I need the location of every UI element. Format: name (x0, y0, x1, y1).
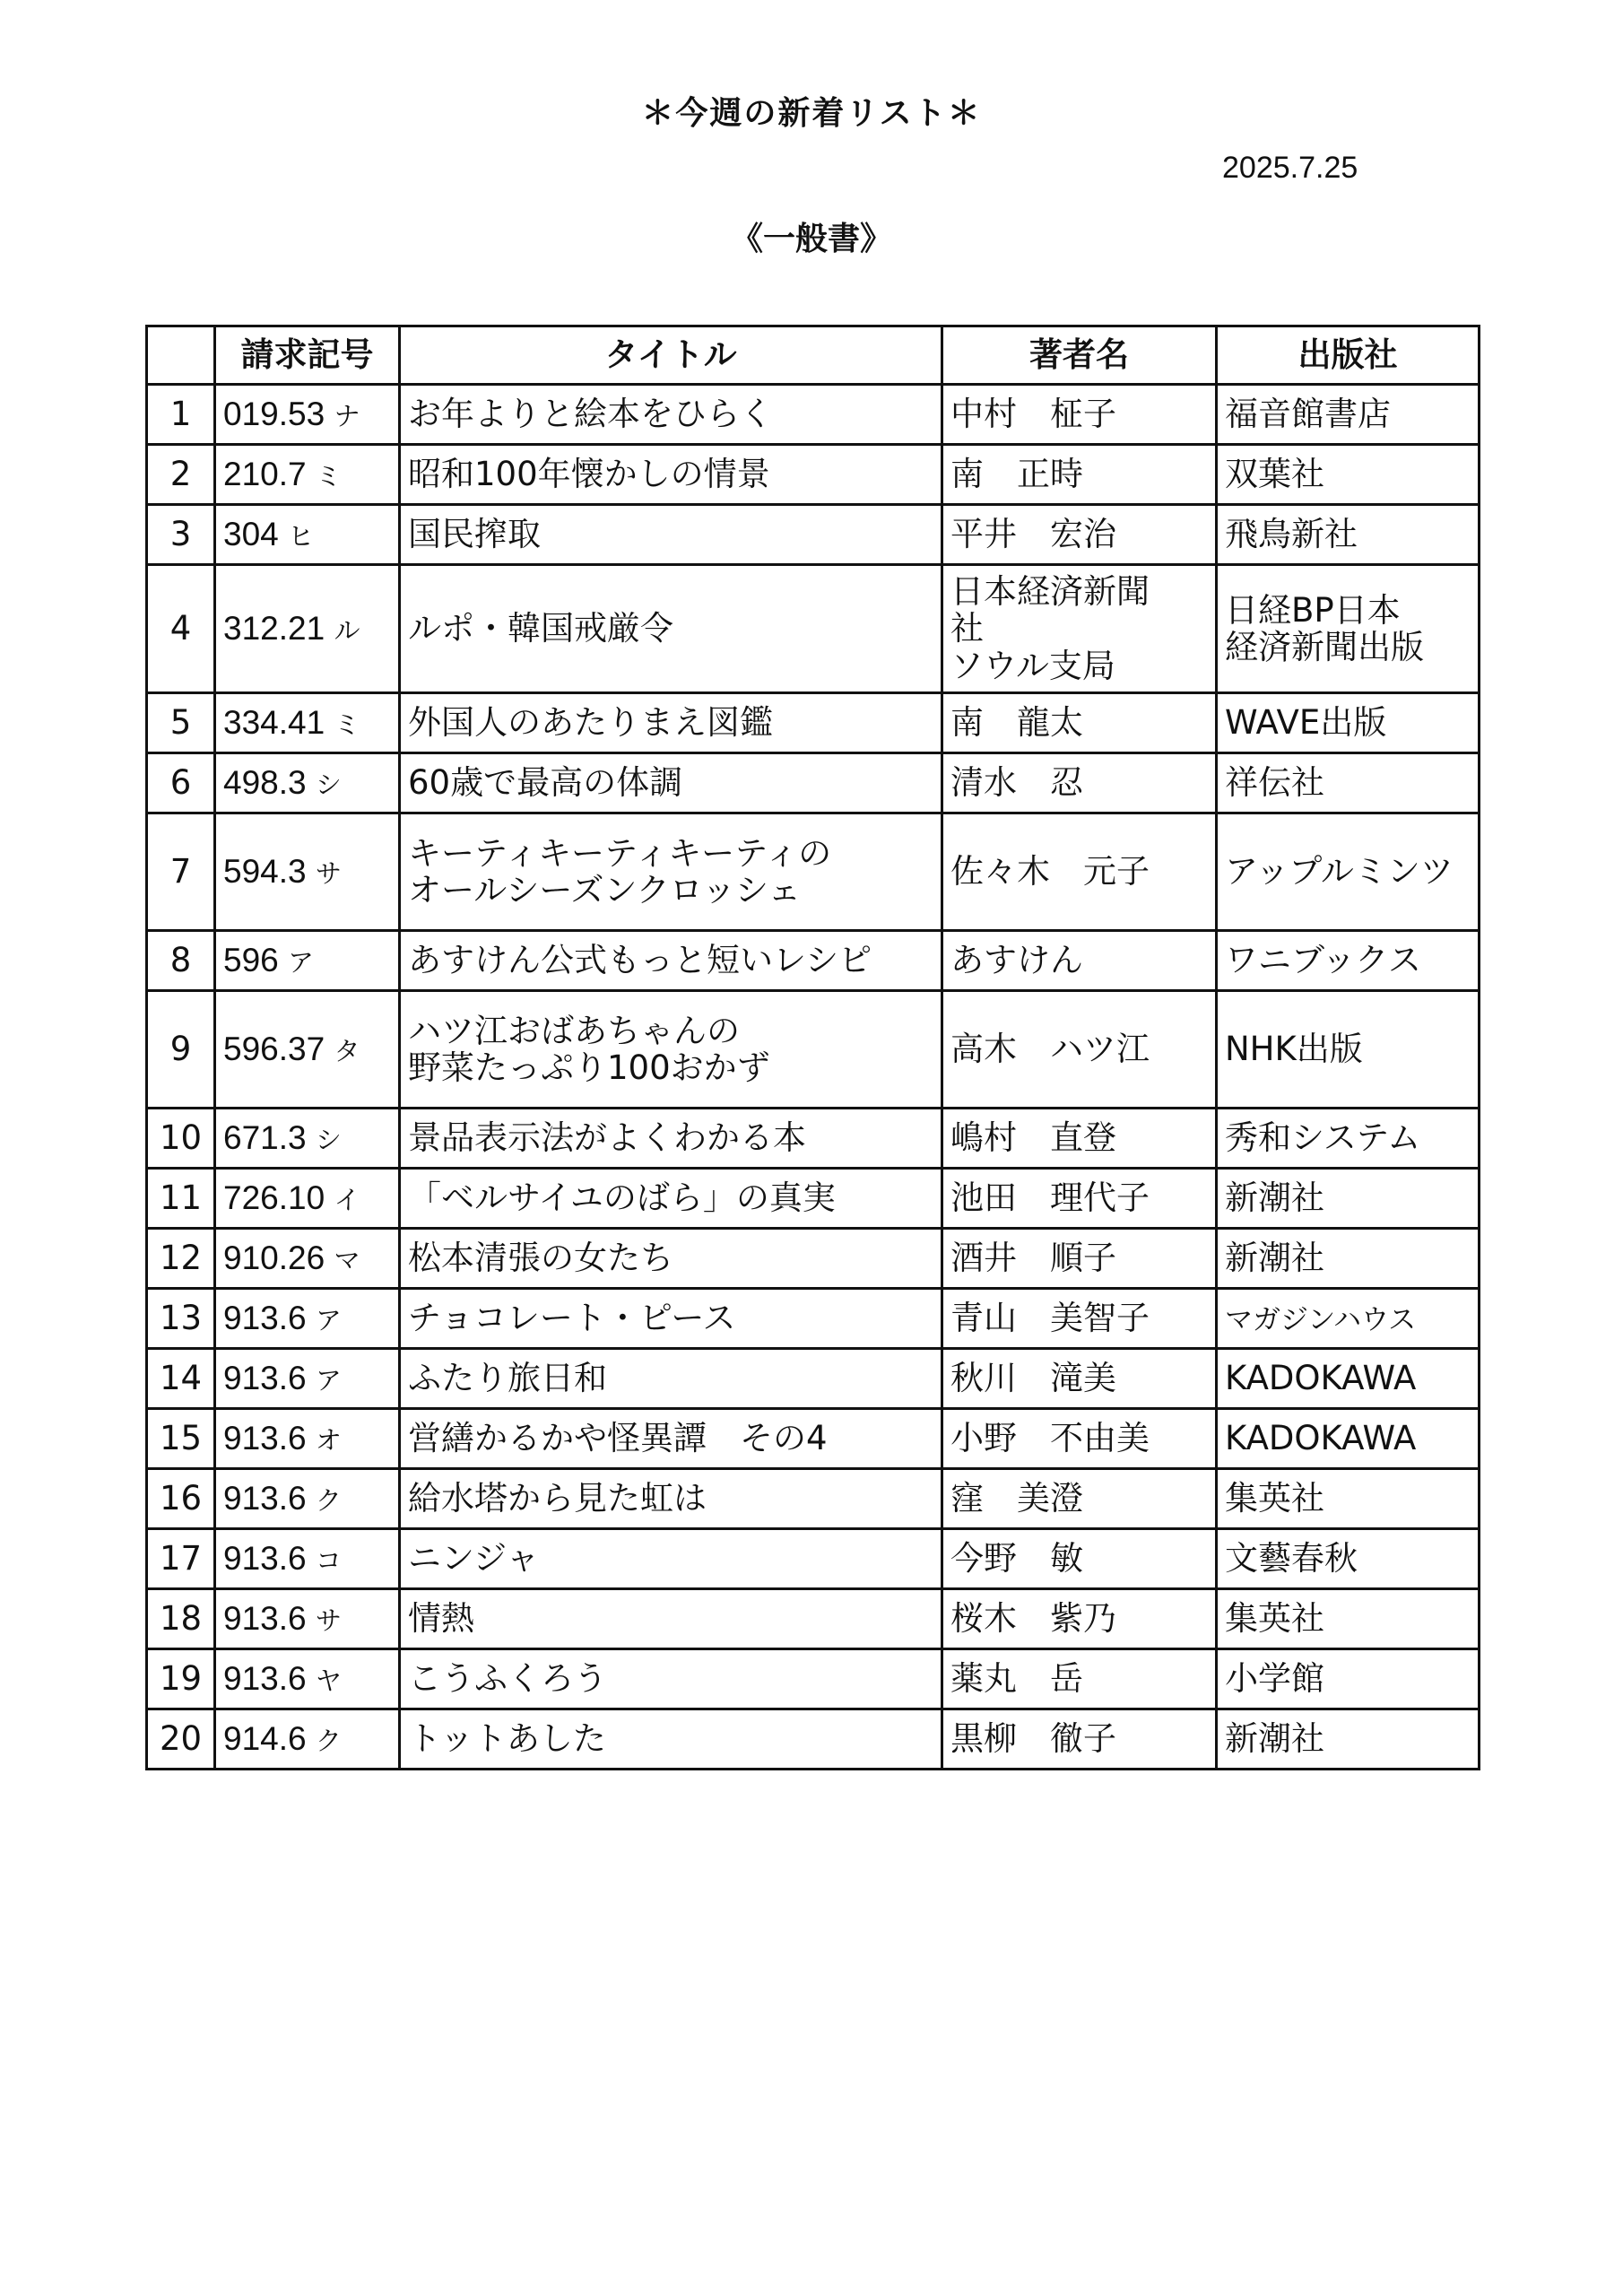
row-number-cell (147, 1349, 215, 1409)
header-row (147, 326, 1480, 385)
publisher-name: NHK出版 (1225, 1030, 1363, 1069)
publisher-cell (1217, 1349, 1480, 1409)
book-title: お年よりと絵本をひらく (408, 395, 773, 434)
row-number-cell (147, 385, 215, 445)
book-title: 給水塔から見た虹は (408, 1479, 707, 1518)
author-name: 桜木 紫乃 (950, 1599, 1116, 1639)
title-cell (400, 753, 942, 813)
call-number-cell (215, 1589, 400, 1649)
publisher-cell (1217, 1409, 1480, 1469)
page-title: ＊今週の新着リスト＊ (641, 95, 982, 132)
author-name: 窪 美澄 (950, 1479, 1083, 1518)
publisher-name: 祥伝社 (1225, 763, 1324, 803)
new-arrivals-table (145, 325, 1480, 1770)
row-number: 15 (159, 1419, 203, 1458)
call-number-cell (215, 1109, 400, 1169)
publisher-name: 新潮社 (1225, 1239, 1324, 1278)
row-number: 17 (159, 1539, 203, 1578)
publisher-name: 秀和システム (1225, 1118, 1421, 1158)
author-cell (942, 1289, 1217, 1349)
row-number-cell (147, 1289, 215, 1349)
author-cell (942, 753, 1217, 813)
author-cell (942, 1589, 1217, 1649)
book-title: トットあした (408, 1719, 606, 1759)
table-row (147, 1469, 1480, 1529)
call-number: 498.3 (223, 764, 307, 802)
list-date: 2025.7.25 (1222, 151, 1358, 185)
call-number-kana: シ (315, 1126, 342, 1156)
row-number-cell (147, 1109, 215, 1169)
book-title: あすけん公式もっと短いレシピ (408, 941, 872, 980)
publisher-name: 集英社 (1225, 1599, 1324, 1639)
title-cell (400, 445, 942, 505)
book-title: 昭和100年懐かしの情景 (408, 455, 770, 494)
title-cell (400, 813, 942, 931)
row-number-cell (147, 445, 215, 505)
call-number-kana: ミ (315, 463, 342, 492)
table-row (147, 1529, 1480, 1589)
row-number-cell (147, 565, 215, 693)
call-number-cell (215, 693, 400, 753)
author-cell (942, 505, 1217, 565)
book-title: 景品表示法がよくわかる本 (408, 1118, 806, 1158)
table-row (147, 1589, 1480, 1649)
author-cell (942, 1649, 1217, 1709)
table-row (147, 991, 1480, 1109)
call-number-cell (215, 385, 400, 445)
author-name: 中村 柾子 (950, 395, 1116, 434)
row-number-cell (147, 1529, 215, 1589)
row-number: 13 (159, 1299, 203, 1338)
book-title: 営繕かるかや怪異譚 その4 (408, 1419, 828, 1458)
author-name: 池田 理代子 (950, 1178, 1150, 1218)
author-name: あすけん (950, 941, 1083, 980)
row-number: 8 (169, 941, 192, 980)
call-number-cell (215, 1409, 400, 1469)
author-cell (942, 1109, 1217, 1169)
row-number-cell (147, 1649, 215, 1709)
publisher-cell (1217, 1109, 1480, 1169)
table-row (147, 1109, 1480, 1169)
table-body (147, 385, 1480, 1770)
publisher-cell (1217, 693, 1480, 753)
title-cell (400, 565, 942, 693)
call-number-kana: ミ (334, 711, 360, 741)
author-line: 日本経済新聞 (950, 571, 1150, 611)
call-number: 913.6 (223, 1600, 307, 1638)
row-number-cell (147, 505, 215, 565)
call-number-kana: ヤ (315, 1667, 342, 1697)
table-row (147, 1289, 1480, 1349)
table-row (147, 693, 1480, 753)
table-row (147, 931, 1480, 991)
call-number-kana: オ (315, 1427, 342, 1457)
author-name: 青山 美智子 (950, 1299, 1150, 1338)
call-number: 594.3 (223, 853, 307, 891)
call-number: 671.3 (223, 1119, 307, 1157)
call-number-cell (215, 991, 400, 1109)
row-number-cell (147, 1169, 215, 1229)
publisher-line: 経済新聞出版 (1225, 628, 1424, 666)
author-cell (942, 1229, 1217, 1289)
author-cell (942, 1169, 1217, 1229)
call-number: 334.41 (223, 704, 325, 742)
title-cell (400, 1649, 942, 1709)
book-title: ニンジャ (408, 1539, 540, 1578)
call-number: 726.10 (223, 1179, 325, 1217)
book-title-line: オールシーズンクロッシェ (408, 871, 802, 909)
title-cell (400, 1349, 942, 1409)
call-number: 312.21 (223, 610, 325, 648)
call-number-cell (215, 931, 400, 991)
call-number-cell (215, 1229, 400, 1289)
title-cell (400, 1469, 942, 1529)
call-number-cell (215, 445, 400, 505)
row-number: 12 (159, 1239, 203, 1278)
table-row (147, 565, 1480, 693)
title-cell (400, 505, 942, 565)
publisher-name: KADOKAWA (1225, 1359, 1417, 1398)
row-number-cell (147, 1709, 215, 1770)
table-row (147, 1709, 1480, 1770)
call-number-kana: ア (315, 1367, 342, 1396)
row-number: 5 (169, 703, 192, 743)
call-number: 913.6 (223, 1660, 307, 1698)
title-cell (400, 1529, 942, 1589)
publisher-name: 集英社 (1225, 1479, 1324, 1518)
publisher-cell (1217, 1289, 1480, 1349)
column-header-title: タイトル (400, 326, 942, 385)
call-number-cell (215, 1469, 400, 1529)
row-number: 19 (159, 1659, 203, 1699)
call-number-cell (215, 565, 400, 693)
book-title: チョコレート・ピース (408, 1299, 736, 1338)
row-number-cell (147, 1589, 215, 1649)
publisher-cell (1217, 931, 1480, 991)
author-cell (942, 813, 1217, 931)
row-number: 7 (169, 852, 192, 891)
author-name: 佐々木 元子 (950, 852, 1150, 891)
column-header-call-number: 請求記号 (215, 326, 400, 385)
book-title-line: 野菜たっぷり100おかず (408, 1048, 770, 1087)
author-cell (942, 385, 1217, 445)
call-number-kana: ヒ (288, 523, 315, 552)
call-number: 913.6 (223, 1300, 307, 1337)
author-name: 秋川 滝美 (950, 1359, 1116, 1398)
row-number: 9 (169, 1030, 192, 1069)
table-row (147, 753, 1480, 813)
call-number-kana: ル (334, 617, 360, 647)
author-name: 南 龍太 (950, 703, 1083, 743)
call-number-kana: マ (334, 1247, 360, 1276)
table-row (147, 385, 1480, 445)
call-number-kana: ク (315, 1727, 342, 1757)
book-title-line: キーティキーティキーティの (408, 833, 832, 873)
row-number-cell (147, 1229, 215, 1289)
call-number: 913.6 (223, 1420, 307, 1457)
author-name: 嶋村 直登 (950, 1118, 1116, 1158)
row-number-cell (147, 991, 215, 1109)
author-cell (942, 1469, 1217, 1529)
call-number: 910.26 (223, 1239, 325, 1277)
call-number-cell (215, 1349, 400, 1409)
book-title: 松本清張の女たち (408, 1239, 673, 1278)
publisher-cell (1217, 445, 1480, 505)
row-number-cell (147, 813, 215, 931)
row-number: 14 (159, 1359, 203, 1398)
author-cell (942, 565, 1217, 693)
publisher-name: 新潮社 (1225, 1719, 1324, 1759)
book-title: 情熱 (408, 1599, 474, 1639)
call-number-kana: ナ (334, 403, 360, 432)
publisher-cell (1217, 813, 1480, 931)
author-name: 高木 ハツ江 (950, 1030, 1150, 1069)
call-number-kana: サ (315, 1607, 342, 1637)
title-cell (400, 1589, 942, 1649)
publisher-cell (1217, 991, 1480, 1109)
column-header-publisher: 出版社 (1217, 326, 1480, 385)
call-number-kana: タ (334, 1038, 360, 1067)
book-title: 「ベルサイユのばら」の真実 (408, 1178, 836, 1218)
title-cell (400, 1229, 942, 1289)
call-number: 914.6 (223, 1720, 307, 1758)
author-name: 清水 忍 (950, 763, 1083, 803)
book-title: こうふくろう (408, 1659, 607, 1699)
call-number-kana: ア (315, 1307, 342, 1336)
author-name: 薬丸 岳 (950, 1659, 1083, 1699)
table-row (147, 813, 1480, 931)
title-cell (400, 693, 942, 753)
author-cell (942, 991, 1217, 1109)
author-cell (942, 445, 1217, 505)
publisher-name: KADOKAWA (1225, 1419, 1417, 1458)
section-heading: 《一般書》 (730, 221, 892, 257)
call-number-cell (215, 753, 400, 813)
publisher-cell (1217, 1229, 1480, 1289)
publisher-line: 日経BP日本 (1225, 590, 1401, 630)
author-name: 今野 敏 (950, 1539, 1083, 1578)
book-title-line: ハツ江おばあちゃんの (408, 1011, 740, 1050)
table-row (147, 505, 1480, 565)
call-number: 596 (223, 942, 279, 979)
title-cell (400, 1289, 942, 1349)
row-number: 11 (159, 1178, 203, 1218)
author-cell (942, 1709, 1217, 1770)
author-name: 酒井 順子 (950, 1239, 1116, 1278)
call-number-cell (215, 1649, 400, 1709)
publisher-cell (1217, 1709, 1480, 1770)
publisher-name: マガジンハウス (1225, 1304, 1417, 1337)
table-row (147, 1169, 1480, 1229)
publisher-name: 新潮社 (1225, 1178, 1324, 1218)
call-number-cell (215, 505, 400, 565)
call-number-cell (215, 1529, 400, 1589)
publisher-name: アップルミンツ (1225, 852, 1454, 891)
author-name: 小野 不由美 (950, 1419, 1150, 1458)
book-title: 国民搾取 (408, 515, 541, 554)
row-number-cell (147, 693, 215, 753)
table-row (147, 1649, 1480, 1709)
publisher-cell (1217, 1469, 1480, 1529)
row-number: 16 (159, 1479, 203, 1518)
publisher-cell (1217, 1649, 1480, 1709)
call-number: 913.6 (223, 1540, 307, 1578)
row-number: 18 (159, 1599, 203, 1639)
author-cell (942, 1409, 1217, 1469)
publisher-cell (1217, 753, 1480, 813)
call-number-cell (215, 1169, 400, 1229)
row-number-cell (147, 753, 215, 813)
author-name: 平井 宏治 (950, 515, 1116, 554)
call-number: 210.7 (223, 456, 307, 493)
publisher-cell (1217, 1529, 1480, 1589)
author-name: 南 正時 (950, 455, 1083, 494)
publisher-name: ワニブックス (1225, 941, 1422, 980)
row-number-cell (147, 1409, 215, 1469)
call-number: 019.53 (223, 396, 325, 433)
call-number-kana: イ (334, 1187, 360, 1216)
call-number-cell (215, 813, 400, 931)
call-number-cell (215, 1289, 400, 1349)
publisher-cell (1217, 1169, 1480, 1229)
publisher-cell (1217, 385, 1480, 445)
call-number-kana: コ (315, 1547, 342, 1577)
call-number-cell (215, 1709, 400, 1770)
title-cell (400, 1109, 942, 1169)
publisher-name: WAVE出版 (1225, 703, 1387, 743)
call-number: 913.6 (223, 1480, 307, 1518)
call-number-kana: ア (288, 949, 315, 978)
row-number-cell (147, 931, 215, 991)
row-number: 10 (159, 1118, 203, 1158)
book-title: 外国人のあたりまえ図鑑 (408, 703, 773, 743)
row-number: 2 (169, 455, 192, 494)
column-header-number (147, 326, 215, 385)
table-header (147, 326, 1480, 385)
title-cell (400, 931, 942, 991)
author-cell (942, 1529, 1217, 1589)
publisher-cell (1217, 505, 1480, 565)
publisher-name: 福音館書店 (1225, 395, 1391, 434)
publisher-name: 文藝春秋 (1225, 1539, 1358, 1578)
row-number: 6 (169, 763, 192, 803)
book-title: ふたり旅日和 (408, 1359, 607, 1398)
table-row (147, 1349, 1480, 1409)
author-cell (942, 1349, 1217, 1409)
table-row (147, 1409, 1480, 1469)
call-number: 304 (223, 516, 279, 553)
author-line: ソウル支局 (950, 646, 1115, 685)
table-row (147, 1229, 1480, 1289)
author-name: 黒柳 徹子 (950, 1719, 1116, 1759)
row-number-cell (147, 1469, 215, 1529)
title-cell (400, 1409, 942, 1469)
title-cell (400, 1709, 942, 1770)
call-number: 913.6 (223, 1360, 307, 1397)
publisher-name: 双葉社 (1225, 455, 1324, 494)
publisher-cell (1217, 1589, 1480, 1649)
row-number: 3 (169, 515, 192, 554)
book-title: ルポ・韓国戒厳令 (408, 609, 673, 648)
title-cell (400, 385, 942, 445)
call-number: 596.37 (223, 1031, 325, 1068)
row-number: 20 (159, 1719, 203, 1759)
publisher-cell (1217, 565, 1480, 693)
title-cell (400, 1169, 942, 1229)
publisher-name: 飛鳥新社 (1225, 515, 1358, 554)
book-title: 60歳で最高の体調 (408, 763, 683, 803)
author-cell (942, 931, 1217, 991)
call-number-kana: サ (315, 860, 342, 890)
author-line: 社 (950, 609, 984, 648)
row-number: 1 (169, 395, 192, 434)
call-number-kana: ク (315, 1487, 342, 1517)
author-cell (942, 693, 1217, 753)
column-header-author: 著者名 (942, 326, 1217, 385)
call-number-kana: シ (315, 771, 342, 801)
publisher-name: 小学館 (1225, 1659, 1324, 1699)
row-number: 4 (169, 609, 192, 648)
title-cell (400, 991, 942, 1109)
table-row (147, 445, 1480, 505)
